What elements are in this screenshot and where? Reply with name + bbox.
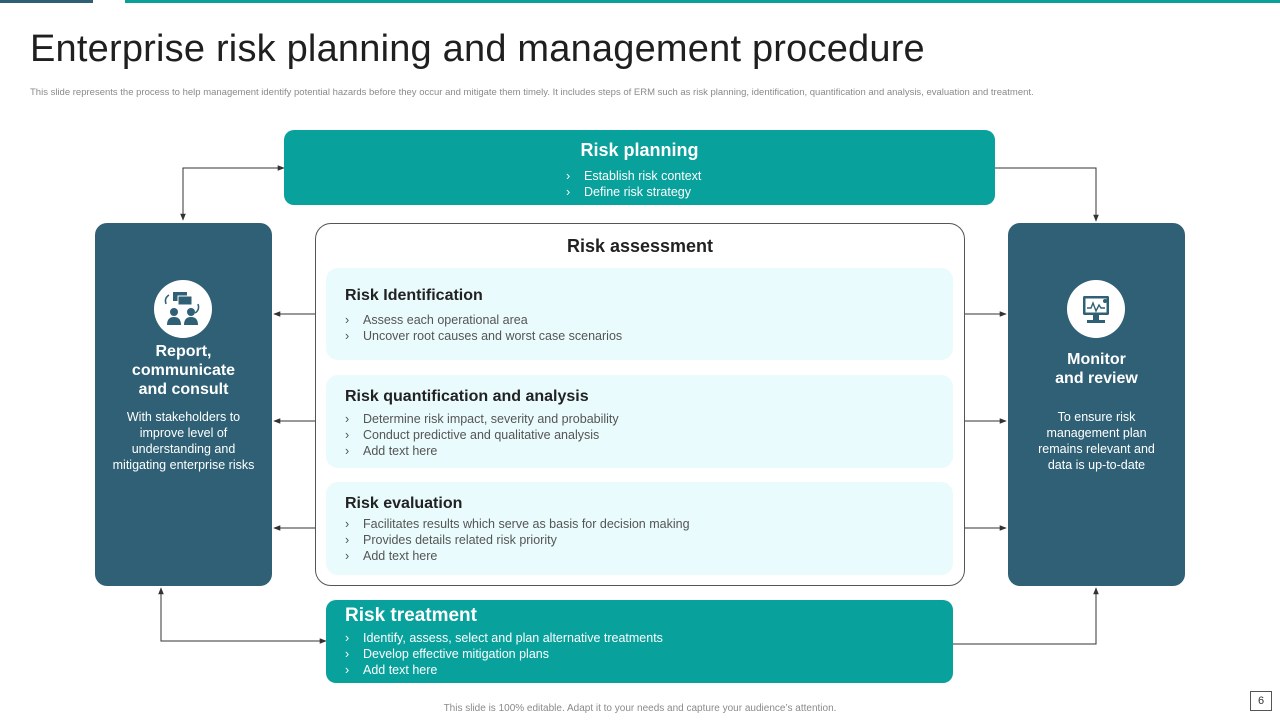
arrow-planning-to-monitor: [995, 168, 1096, 221]
report-desc-line: With stakeholders to: [126, 410, 241, 424]
page-number: 6: [1250, 691, 1272, 711]
list-item: › Uncover root causes and worst case scenarios: [345, 328, 622, 344]
list-item: › Assess each operational area: [345, 312, 622, 328]
list-item: › Add text here: [345, 662, 663, 678]
people-communication-icon: [154, 280, 212, 338]
report-title-line: Report,: [155, 343, 212, 360]
report-desc-line: mitigating enterprise risks: [112, 458, 255, 472]
arrow-report-to-planning: [183, 168, 284, 220]
report-desc-line: improve level of: [139, 426, 228, 440]
risk-planning-list: [566, 168, 701, 200]
risk-evaluation-title: Risk evaluation: [345, 495, 463, 512]
risk-treatment-list: [345, 630, 663, 678]
slide-footer: This slide is 100% editable. Adapt it to your needs and capture your audience’s attention.: [443, 703, 837, 714]
slide-subtitle: This slide represents the process to help management identify potential hazards before they occur and mitigate them timely. It includes steps of ERM such as risk planning, identification, quantification and analysis, evaluation and treatment.: [30, 87, 1034, 98]
risk-assessment-title: Risk assessment: [566, 236, 714, 256]
report-title-line: and consult: [138, 381, 229, 398]
risk-identification-panel: [326, 268, 953, 360]
report-desc-line: understanding and: [131, 442, 236, 456]
list-item: › Identify, assess, select and plan alternative treatments: [345, 630, 663, 646]
risk-planning-box: [284, 130, 995, 205]
risk-quantification-title: Risk quantification and analysis: [345, 388, 589, 405]
risk-treatment-title: Risk treatment: [345, 605, 477, 626]
list-item: › Determine risk impact, severity and probability: [345, 411, 619, 427]
report-title-line: communicate: [131, 362, 236, 379]
risk-identification-title: Risk Identification: [345, 287, 483, 304]
risk-identification-list: [345, 312, 622, 344]
risk-quantification-panel: [326, 375, 953, 468]
monitor-review-box: [1008, 223, 1185, 586]
monitor-desc-line: To ensure risk: [1057, 410, 1136, 424]
arrow-treatment-to-report: [161, 588, 326, 641]
slide-title: Enterprise risk planning and management procedure: [30, 28, 925, 70]
list-item: › Add text here: [345, 548, 690, 564]
list-item: › Conduct predictive and qualitative analysis: [345, 427, 619, 443]
monitor-title: [1008, 350, 1185, 388]
monitor-desc-line: remains relevant and: [1038, 442, 1155, 456]
list-item: › Establish risk context: [566, 168, 701, 184]
report-title: [95, 342, 272, 399]
list-item: › Develop effective mitigation plans: [345, 646, 663, 662]
report-communicate-consult-box: [95, 223, 272, 586]
risk-quantification-list: [345, 411, 619, 459]
list-item: › Provides details related risk priority: [345, 532, 690, 548]
monitor-title-line: and review: [1055, 370, 1138, 387]
monitor-title-line: Monitor: [1067, 351, 1126, 368]
arrow-treatment-to-monitor: [953, 588, 1096, 644]
monitor-description: [1008, 409, 1185, 473]
report-description: [95, 409, 272, 473]
list-item: › Add text here: [345, 443, 619, 459]
monitor-chart-icon: [1067, 280, 1125, 338]
risk-evaluation-list: [345, 516, 690, 564]
monitor-desc-line: data is up-to-date: [1047, 458, 1146, 472]
list-item: › Facilitates results which serve as basis for decision making: [345, 516, 690, 532]
risk-evaluation-panel: [326, 482, 953, 575]
risk-treatment-box: [326, 600, 953, 683]
list-item: › Define risk strategy: [566, 184, 701, 200]
monitor-desc-line: management plan: [1046, 426, 1147, 440]
risk-planning-title: Risk planning: [580, 140, 699, 160]
